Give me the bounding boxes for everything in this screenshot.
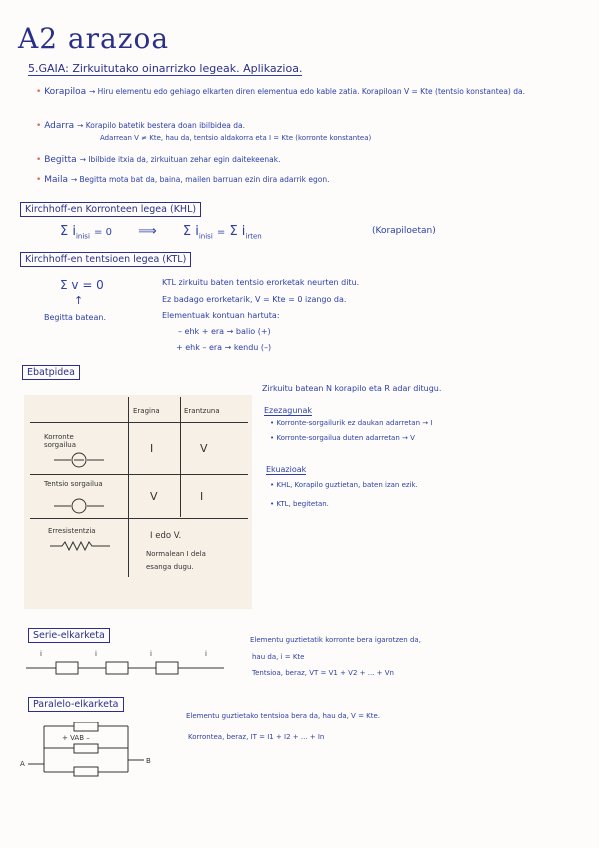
serie-line: hau da, i = Kte [252,653,305,661]
series-current-label: i [205,650,207,658]
page-subtitle: 5.GAIA: Zirkuitutako oinarrizko legeak. Aplikazioa. [28,62,303,75]
table-row-label: Korronte sorgailua [44,433,77,449]
definition-extra: Adarrean V ≠ Kte, hau da, tentsio aldakorra eta I = Kte (korronte konstantea) [100,134,372,142]
table-cell-merged: I edo V. [150,531,182,541]
definition-korapiloa [36,87,529,97]
khl-eq-left: Σ i [60,224,76,239]
table-hline-1 [30,422,248,423]
ktl-line: + ehk – era → kendu (–) [176,343,272,352]
table-row-label: Tentsio sorgailua [44,480,103,488]
series-current-label: i [40,650,42,658]
series-current-label: i [150,650,152,658]
current-source-icon [54,452,104,468]
table-vline-1 [128,397,129,577]
table-cell-eragina: V [150,490,158,503]
ktl-heading: Kirchhoff-en tentsioen legea (KTL) [20,252,191,267]
table-cell-erantzuna: V [200,442,208,455]
khl-equation [60,224,262,241]
table-cell-note: Normalean I dela esanga dugu. [146,550,206,571]
ebatpidea-eragunak-item: • Korronte-sorgailua duten adarretan → V [270,434,415,442]
khl-eq-mid: Σ i [182,224,199,239]
definition-term: Korapiloa [44,87,87,97]
khl-heading: Kirchhoff-en Korronteen legea (KHL) [20,202,201,217]
ktl-eq-note: Begitta batean. [44,313,106,322]
definition-text: → Ibilbide itxia da, zirkuituan zehar egin daitekeenak. [79,155,281,164]
paralelo-line: Korrontea, beraz, IT = I1 + I2 + ... + In [188,733,325,741]
parallel-node-b: B [146,757,151,765]
ebatpidea-ekuazioak-item: • KTL, begitetan. [270,500,329,508]
table-cell-eragina: I [150,442,154,455]
ebatpidea-eragunak-title: Ezezagunak [264,406,313,415]
parallel-node-a: A [20,760,25,768]
ktl-line: Ez badago erorketarik, V = Kte = 0 izango da. [162,295,347,304]
page-title: A2 arazoa [18,22,170,55]
definition-maila [36,175,329,185]
definition-begitta [36,155,280,165]
ktl-line: – ehk + era → balio (+) [178,327,271,336]
table-col-header: Eragina [133,407,160,415]
table-hline-3 [30,518,248,519]
parallel-vab-label: + VAB – [62,734,90,742]
ebatpidea-intro: Zirkuitu batean N korapilo eta R adar ditugu. [262,384,442,393]
khl-eq-equals: = [216,227,226,238]
parallel-circuit-diagram [28,722,168,778]
bullet-icon: • [36,121,42,131]
khl-eq-right: Σ i [229,224,246,239]
up-arrow-icon: ↑ [74,294,84,307]
khl-eq-left-sub: inisi [75,232,90,241]
definition-text: → Begitta mota bat da, baina, mailen barruan ezin dira adarrik egon. [70,175,330,184]
table-col-header: Erantzuna [184,407,220,415]
table-hline-2 [30,474,248,475]
series-circuit-diagram [26,652,226,680]
definition-adarra [36,121,245,131]
table-vline-2 [180,397,181,517]
bullet-icon: • [36,87,42,97]
definition-text: → Korapilo batetik bestera doan ibilbidea da. [77,121,246,130]
table-row-label: Erresistentzia [48,527,96,535]
definition-term: Maila [44,175,68,185]
voltage-source-icon [54,498,104,514]
implies-arrow-icon: ⟹ [138,224,157,239]
definition-term: Begitta [44,155,77,165]
definition-term: Adarra [44,121,75,131]
paralelo-line: Elementu guztietako tentsioa bera da, hau da, V = Kte. [186,712,381,720]
table-cell-erantzuna: I [200,490,204,503]
khl-eq-right-sub: irten [245,232,262,241]
resistor-icon [50,541,110,551]
ebatpidea-ekuazioak-title: Ekuazioak [266,465,307,474]
bullet-icon: • [36,155,42,165]
khl-eq-mid-sub: inisi [198,232,213,241]
serie-line: Tentsioa, beraz, VT = V1 + V2 + ... + Vn [252,669,394,677]
bullet-icon: • [36,175,42,185]
ebatpidea-ekuazioak-item: • KHL, Korapilo guztietan, baten izan ezik. [270,481,418,489]
khl-eq-left-rhs: = 0 [94,227,112,238]
ktl-line: Elementuak kontuan hartuta: [162,311,280,320]
definition-text: → Hiru elementu edo gehiago elkarten diren elementua edo kable zatia. Korapiloan V = Kte (tentsio konstantea) da. [88,87,525,96]
paralelo-heading: Paralelo-elkarketa [28,697,124,712]
ebatpidea-heading: Ebatpidea [22,365,80,380]
khl-note: (Korapiloetan) [372,226,436,236]
ktl-line: KTL zirkuitu baten tentsio erorketak neurten ditu. [162,278,360,287]
serie-line: Elementu guztietatik korronte bera igarotzen da, [250,636,421,644]
ebatpidea-eragunak-item: • Korronte-sorgailurik ez daukan adarretan → I [270,419,433,427]
serie-heading: Serie-elkarketa [28,628,110,643]
ktl-equation: Σ v = 0 [60,278,104,292]
series-current-label: i [95,650,97,658]
